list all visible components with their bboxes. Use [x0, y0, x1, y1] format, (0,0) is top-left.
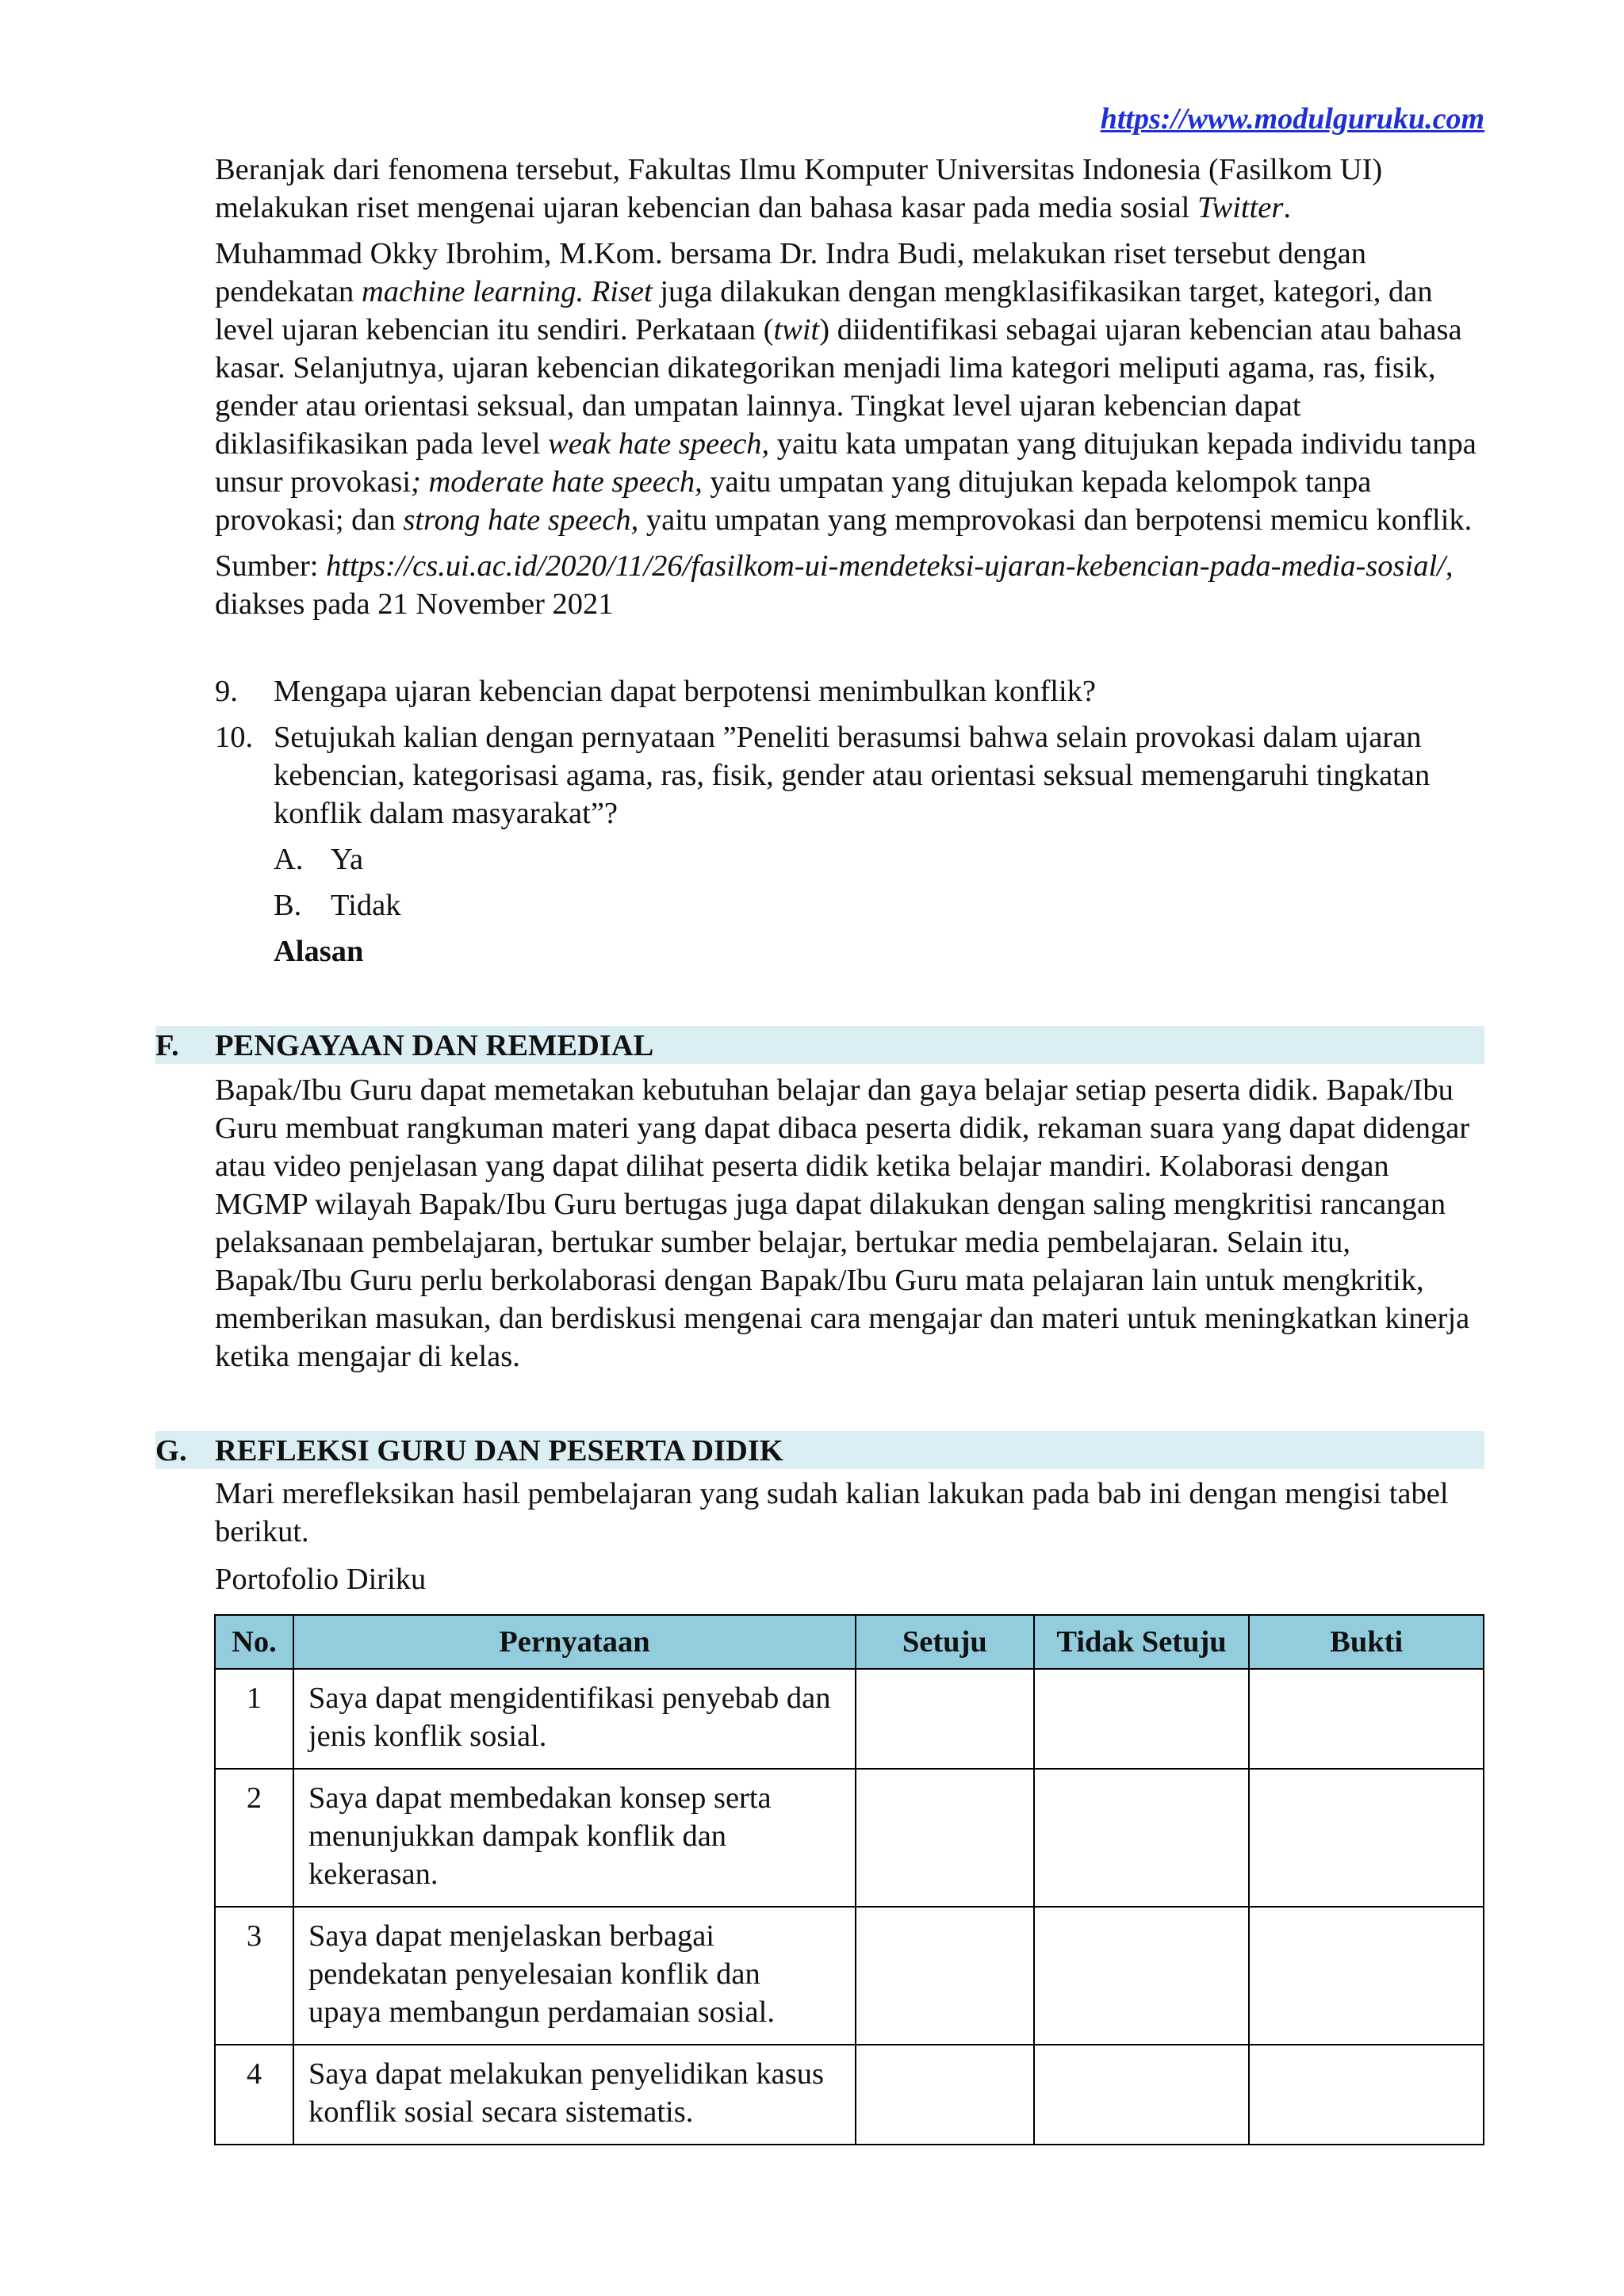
section-g-body: Mari merefleksikan hasil pembelajaran yang sudah kalian lakukan pada bab ini dengan mengisi tabel berikut. [215, 1477, 1449, 1548]
question-item: 9. Mengapa ujaran kebencian dapat berpotensi menimbulkan konflik? [215, 675, 1096, 708]
cell-setuju[interactable] [856, 1669, 1034, 1769]
intro-paragraph-2: Muhammad Okky Ibrohim, M.Kom. bersama Dr. Indra Budi, melakukan riset tersebut dengan pendekatan machine learning. Riset juga dilakukan dengan mengklasifikasikan target, kategori, dan level ujaran kebencian itu sendiri. Perkataan (twit) diidentifikasi sebagai ujaran kebencian atau bahasa kasar. Selanjutnya, ujaran kebencian dikategorikan menjadi lima kategori meliputi agama, ras, fisik, gender atau orientasi seksual, dan umpatan lainnya. Tingkat level ujaran kebencian dapat diklasifikasikan pada level weak hate speech, yaitu kata umpatan yang ditujukan kepada individu tanpa unsur provokasi; moderate hate speech, yaitu umpatan yang ditujukan kepada kelompok tanpa provokasi; dan strong hate speech, yaitu umpatan yang memprovokasi dan berpotensi memicu konflik. [215, 237, 1477, 537]
table-row: 2 Saya dapat membedakan konsep serta menunjukkan dampak konflik dan kekerasan. [215, 1769, 1484, 1907]
portfolio-table [214, 1614, 1484, 2145]
cell-tidak-setuju[interactable] [1034, 1907, 1250, 2045]
col-pernyataan: Pernyataan [293, 1615, 856, 1669]
section-f-body: Bapak/Ibu Guru dapat memetakan kebutuhan belajar dan gaya belajar setiap peserta didik. Bapak/Ibu Guru membuat rangkuman materi yang dapat dibaca peserta didik, rekaman suara yang dapat didengar atau video penjelasan yang dapat dilihat peserta didik ketika belajar mandiri. Kolaborasi dengan MGMP wilayah Bapak/Ibu Guru bertugas juga dapat dilakukan dengan saling mengkritisi rancangan pelaksanaan pembelajaran, bertukar sumber belajar, bertukar media pembelajaran. Selain itu, Bapak/Ibu Guru perlu berkolaborasi dengan Bapak/Ibu Guru mata pelajaran lain untuk mengkritik, memberikan masukan, dan berdiskusi mengenai cara mengajar dan materi untuk meningkatkan kinerja ketika mengajar di kelas. [215, 1073, 1470, 1373]
col-bukti: Bukti [1249, 1615, 1484, 1669]
table-caption: Portofolio Diriku [215, 1563, 427, 1596]
answer-option-b: B. Tidak [274, 889, 401, 922]
cell-bukti[interactable] [1249, 1669, 1484, 1769]
cell-bukti[interactable] [1249, 1907, 1484, 2045]
cell-bukti[interactable] [1249, 1769, 1484, 1907]
section-f-heading: F. PENGAYAAN DAN REMEDIAL [155, 1026, 1484, 1064]
table-row: 3 Saya dapat menjelaskan berbagai pendekatan penyelesaian konflik dan upaya membangun perdamaian sosial. [215, 1907, 1484, 2045]
question-list [215, 672, 1484, 970]
cell-setuju[interactable] [856, 1769, 1034, 1907]
cell-tidak-setuju[interactable] [1034, 1769, 1250, 1907]
answer-option-a: A. Ya [274, 843, 364, 876]
alasan-label: Alasan [274, 935, 364, 968]
table-row: 4 Saya dapat melakukan penyelidikan kasus konflik sosial secara sistematis. [215, 2045, 1484, 2145]
cell-setuju[interactable] [856, 2045, 1034, 2145]
col-no: No. [215, 1615, 293, 1669]
intro-text [215, 151, 1484, 631]
cell-tidak-setuju[interactable] [1034, 2045, 1250, 2145]
section-g-heading: G. REFLEKSI GURU DAN PESERTA DIDIK [155, 1431, 1484, 1469]
cell-tidak-setuju[interactable] [1034, 1669, 1250, 1769]
table-header-row [215, 1615, 1484, 1669]
source-url: https://cs.ui.ac.id/2020/11/26/fasilkom-ui-mendeteksi-ujaran-kebencian-pada-media-sosial/, [326, 549, 1454, 583]
question-item: 10. Setujukah kalian dengan pernyataan ”Peneliti berasumsi bahwa selain provokasi dalam ujaran kebencian, kategorisasi agama, ras, fisik, gender atau orientasi seksual memengaruhi tingkatan konflik dalam masyarakat”? [215, 721, 1431, 830]
table-row: 1 Saya dapat mengidentifikasi penyebab dan jenis konflik sosial. [215, 1669, 1484, 1769]
col-tidak-setuju: Tidak Setuju [1034, 1615, 1250, 1669]
cell-setuju[interactable] [856, 1907, 1034, 2045]
header-url-link[interactable]: https://www.modulguruku.com [1100, 102, 1484, 136]
cell-bukti[interactable] [1249, 2045, 1484, 2145]
intro-paragraph-1: Beranjak dari fenomena tersebut, Fakultas Ilmu Komputer Universitas Indonesia (Fasilkom UI) melakukan riset mengenai ujaran kebencian dan bahasa kasar pada media sosial Twitter. [215, 153, 1383, 224]
col-setuju: Setuju [856, 1615, 1034, 1669]
source-citation: Sumber: https://cs.ui.ac.id/2020/11/26/fasilkom-ui-mendeteksi-ujaran-kebencian-pada-media-sosial/, diakses pada 21 November 2021 [215, 549, 1454, 621]
